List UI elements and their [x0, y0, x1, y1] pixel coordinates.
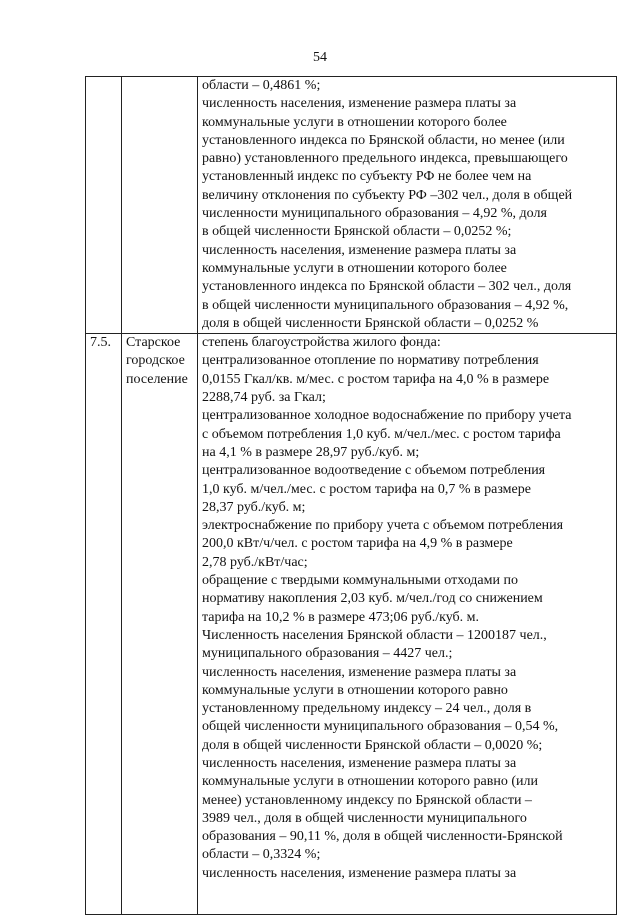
text-line: области – 0,3324 %;: [202, 847, 321, 863]
text-line: численности муниципального образования – 4,92 %, доля: [202, 206, 547, 222]
text-line: 1,0 куб. м/чел./мес. с ростом тарифа на 0,7 % в размере: [202, 481, 531, 497]
text-line: коммунальные услуги в отношении которого равно (или: [202, 774, 538, 790]
text-line: коммунальные услуги в отношении которого равно: [202, 682, 508, 698]
text-line: централизованное водоотведение с объемом потребления: [202, 463, 546, 479]
text-line: численность населения, изменение размера платы за: [202, 664, 517, 680]
text-line: величину отклонения по субъекту РФ –302 чел., доля в общей: [202, 187, 573, 203]
table-row: [86, 77, 617, 334]
text-line: установленному предельному индексу – 24 чел., доля в: [202, 701, 532, 717]
settlement-name-line: Старское: [126, 335, 181, 351]
row-name-cell: [122, 77, 198, 334]
text-line: на 4,1 % в размере 28,97 руб./куб. м;: [202, 444, 420, 460]
settlement-name-line: городское: [126, 353, 185, 369]
text-line: численность населения, изменение размера платы за: [202, 865, 517, 881]
row-text-cell: [198, 77, 617, 334]
text-line: 0,0155 Гкал/кв. м/мес. с ростом тарифа на 4,0 % в размере: [202, 371, 550, 387]
text-line: коммунальные услуги в отношении которого более: [202, 114, 507, 130]
text-line: 200,0 кВт/ч/чел. с ростом тарифа на 4,9 % в размере: [202, 536, 513, 552]
text-line: централизованное холодное водоснабжение по прибору учета: [202, 408, 572, 424]
row-number-cell: [86, 77, 122, 334]
text-line: нормативу накопления 2,03 куб. м/чел./год со снижением: [202, 591, 543, 607]
text-line: тарифа на 10,2 % в размере 473;06 руб./куб. м.: [202, 609, 480, 625]
text-line: образования – 90,11 %, доля в общей численности-Брянской: [202, 829, 563, 845]
text-line: менее) установленному индексу по Брянской области –: [202, 792, 532, 808]
text-line: обращение с твердыми коммунальными отходами по: [202, 573, 518, 589]
text-line: Численность населения Брянской области – 1200187 чел.,: [202, 627, 547, 643]
text-line: установленного индекса по Брянской области – 302 чел., доля: [202, 279, 572, 295]
text-line: установленный индекс по субъекту РФ не более чем на: [202, 169, 532, 185]
tariff-table: [85, 76, 617, 915]
text-line: с объемом потребления 1,0 куб. м/чел./мес. с ростом тарифа: [202, 426, 561, 442]
text-line: централизованное отопление по нормативу потребления: [202, 353, 539, 369]
page-number: 54: [313, 50, 327, 65]
text-line: в общей численности Брянской области – 0,0252 %;: [202, 224, 512, 240]
row-number: 7.5.: [90, 335, 111, 351]
table-row: [86, 334, 617, 915]
text-line: численность населения, изменение размера платы за: [202, 96, 517, 112]
row-name-cell: [122, 334, 198, 915]
text-line: установленного индекса по Брянской области, но менее (или: [202, 132, 565, 148]
text-line: степень благоустройства жилого фонда:: [202, 335, 441, 351]
text-line: 2,78 руб./кВт/час;: [202, 554, 308, 570]
text-line: равно) установленного предельного индекса, превышающего: [202, 151, 568, 167]
text-line: численность населения, изменение размера платы за: [202, 755, 517, 771]
text-line: 28,37 руб./куб. м;: [202, 499, 306, 515]
text-line: доля в общей численности Брянской области – 0,0252 %: [202, 315, 539, 331]
text-line: в общей численности муниципального образования – 4,92 %,: [202, 297, 569, 313]
row-number-cell: [86, 334, 122, 915]
text-line: электроснабжение по прибору учета с объемом потребления: [202, 518, 564, 534]
text-line: общей численности муниципального образования – 0,54 %,: [202, 719, 559, 735]
text-line: численность населения, изменение размера платы за: [202, 242, 517, 258]
text-line: 3989 чел., доля в общей численности муниципального: [202, 810, 527, 826]
text-line: муниципального образования – 4427 чел.;: [202, 646, 453, 662]
text-line: области – 0,4861 %;: [202, 78, 321, 93]
text-line: коммунальные услуги в отношении которого более: [202, 260, 507, 276]
row-text-cell: [198, 334, 617, 915]
text-line: доля в общей численности Брянской области – 0,0020 %;: [202, 737, 543, 753]
settlement-name-line: поселение: [126, 371, 188, 387]
text-line: 2288,74 руб. за Гкал;: [202, 390, 326, 406]
